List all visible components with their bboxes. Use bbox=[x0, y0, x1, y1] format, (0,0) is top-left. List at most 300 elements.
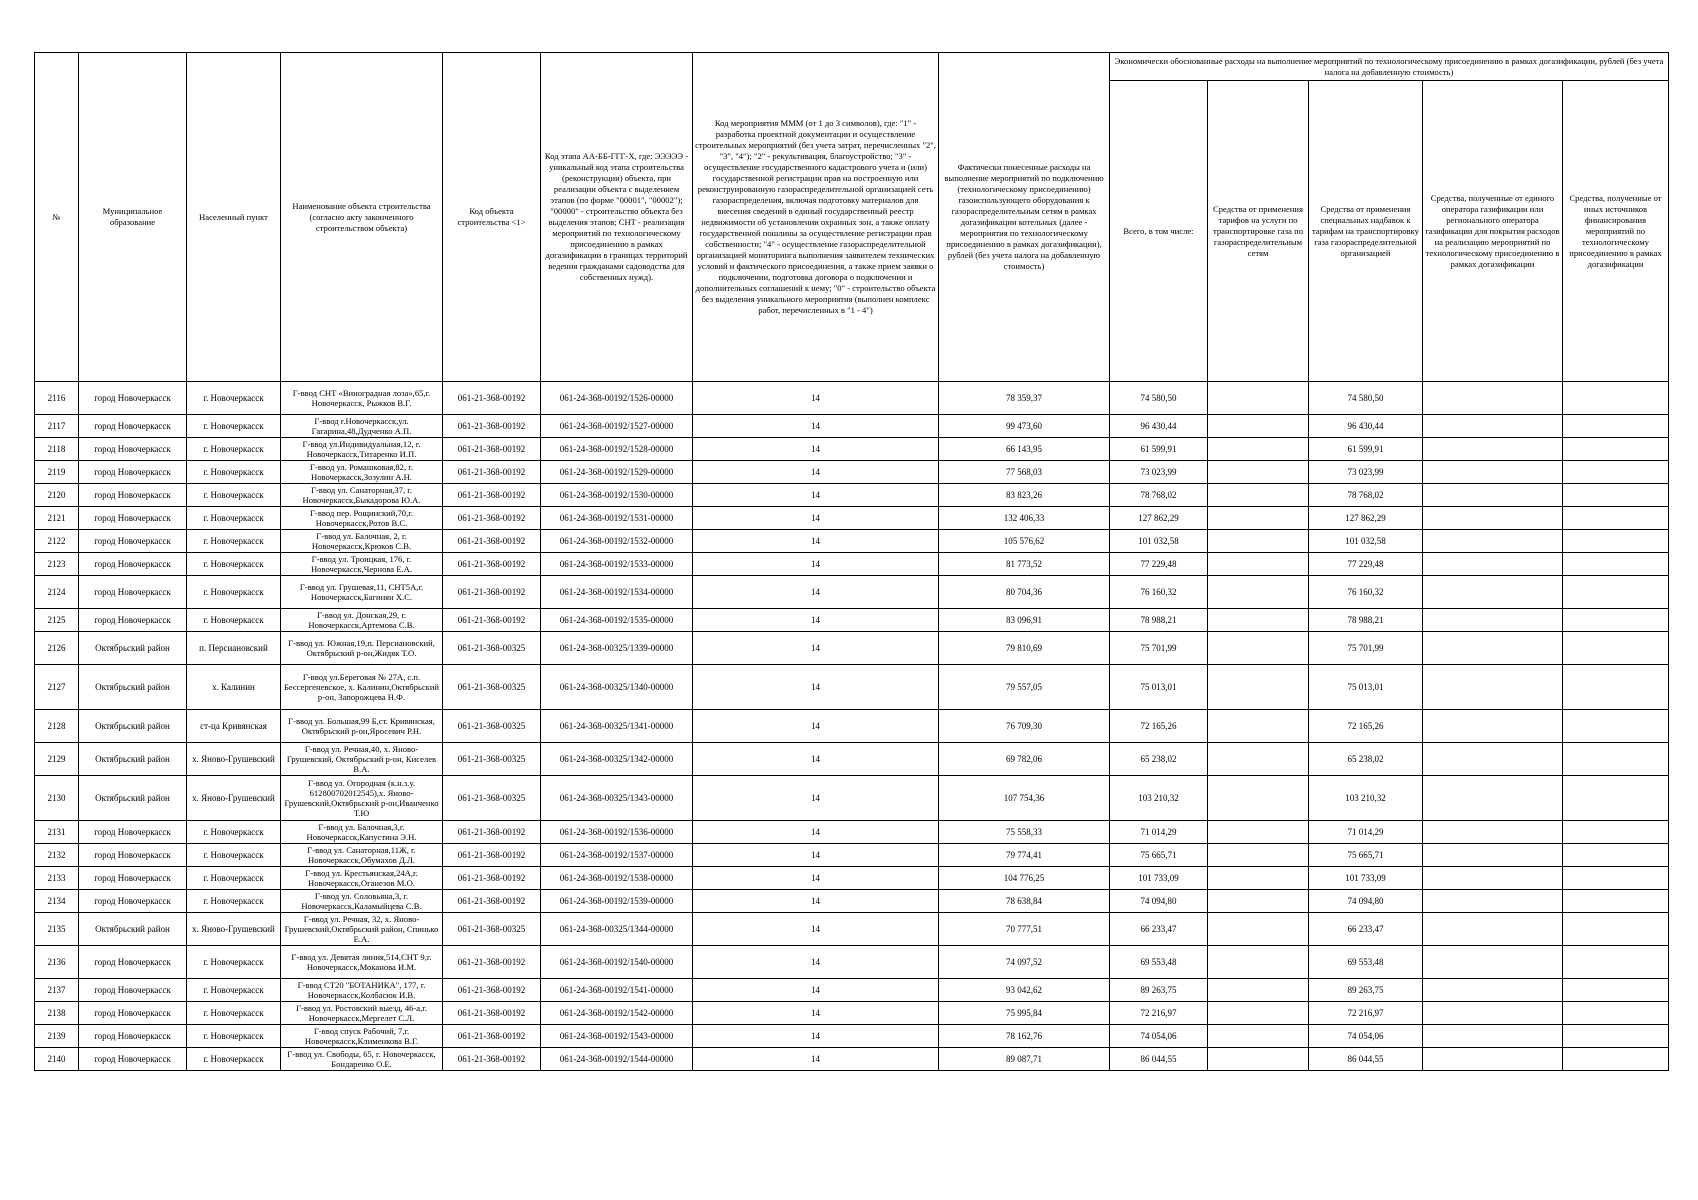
cell-stage-code: 061-24-368-00325/1341-00000 bbox=[541, 710, 693, 743]
table-row bbox=[35, 1025, 1669, 1048]
cell-actual-costs: 70 777,51 bbox=[939, 913, 1110, 946]
cell-num: 2122 bbox=[35, 530, 79, 553]
cell-single-operator bbox=[1423, 710, 1563, 743]
cell-stage-code: 061-24-368-00325/1339-00000 bbox=[541, 632, 693, 665]
cell-single-operator bbox=[1423, 382, 1563, 415]
cell-total: 101 733,09 bbox=[1110, 867, 1208, 890]
cell-actual-costs: 83 823,26 bbox=[939, 484, 1110, 507]
cell-activity-code: 14 bbox=[693, 776, 939, 821]
cell-num: 2138 bbox=[35, 1002, 79, 1025]
table-row bbox=[35, 946, 1669, 979]
cell-total: 78 988,21 bbox=[1110, 609, 1208, 632]
cell-other-sources bbox=[1563, 1025, 1669, 1048]
cell-object-name: Г-ввод ул. Ростовский выезд, 46-а,г. Новочеркасск,Мергелет С.Л. bbox=[281, 1002, 443, 1025]
cell-single-operator bbox=[1423, 821, 1563, 844]
cell-stage-code: 061-24-368-00192/1526-00000 bbox=[541, 382, 693, 415]
cell-tariff-transport bbox=[1208, 665, 1309, 710]
cell-object-code: 061-21-368-00192 bbox=[443, 979, 541, 1002]
cell-activity-code: 14 bbox=[693, 461, 939, 484]
cell-total: 75 665,71 bbox=[1110, 844, 1208, 867]
cell-other-sources bbox=[1563, 821, 1669, 844]
cell-municipality: город Новочеркасск bbox=[79, 844, 187, 867]
cell-total: 73 023,99 bbox=[1110, 461, 1208, 484]
cell-actual-costs: 81 773,52 bbox=[939, 553, 1110, 576]
cell-tariff-transport bbox=[1208, 890, 1309, 913]
cell-actual-costs: 104 776,25 bbox=[939, 867, 1110, 890]
cell-stage-code: 061-24-368-00325/1343-00000 bbox=[541, 776, 693, 821]
costs-table bbox=[34, 52, 1669, 1071]
cell-num: 2117 bbox=[35, 415, 79, 438]
cell-object-name: Г-ввод ул.Береговая № 27А, с.п. Бессергеневское, х. Калинин,Октябрьский р-он, Запорожцева Н.Ф. bbox=[281, 665, 443, 710]
cell-object-name: Г-ввод ул. Балочная, 2, г. Новочеркасск,Крюков С.В. bbox=[281, 530, 443, 553]
cell-actual-costs: 74 097,52 bbox=[939, 946, 1110, 979]
cell-object-name: Г-ввод спуск Рабочий, 7,г. Новочеркасск,Клименкова В.Г. bbox=[281, 1025, 443, 1048]
table-row bbox=[35, 1048, 1669, 1071]
cell-settlement: г. Новочеркасск bbox=[187, 1002, 281, 1025]
cell-actual-costs: 78 638,84 bbox=[939, 890, 1110, 913]
cell-stage-code: 061-24-368-00325/1344-00000 bbox=[541, 913, 693, 946]
cell-actual-costs: 89 087,71 bbox=[939, 1048, 1110, 1071]
cell-tariff-transport bbox=[1208, 609, 1309, 632]
header-settlement: Населенный пункт bbox=[187, 53, 281, 382]
cell-num: 2140 bbox=[35, 1048, 79, 1071]
table-row bbox=[35, 415, 1669, 438]
cell-actual-costs: 79 810,69 bbox=[939, 632, 1110, 665]
cell-stage-code: 061-24-368-00192/1529-00000 bbox=[541, 461, 693, 484]
cell-stage-code: 061-24-368-00192/1537-00000 bbox=[541, 844, 693, 867]
table-row bbox=[35, 890, 1669, 913]
cell-special-surcharge: 74 094,80 bbox=[1309, 890, 1423, 913]
table-row bbox=[35, 576, 1669, 609]
cell-num: 2130 bbox=[35, 776, 79, 821]
cell-settlement: г. Новочеркасск bbox=[187, 530, 281, 553]
cell-other-sources bbox=[1563, 979, 1669, 1002]
cell-total: 86 044,55 bbox=[1110, 1048, 1208, 1071]
cell-tariff-transport bbox=[1208, 867, 1309, 890]
cell-special-surcharge: 74 054,06 bbox=[1309, 1025, 1423, 1048]
cell-num: 2123 bbox=[35, 553, 79, 576]
cell-activity-code: 14 bbox=[693, 867, 939, 890]
cell-num: 2125 bbox=[35, 609, 79, 632]
cell-municipality: город Новочеркасск bbox=[79, 507, 187, 530]
cell-actual-costs: 66 143,95 bbox=[939, 438, 1110, 461]
cell-special-surcharge: 66 233,47 bbox=[1309, 913, 1423, 946]
cell-actual-costs: 79 557,05 bbox=[939, 665, 1110, 710]
cell-actual-costs: 75 995,84 bbox=[939, 1002, 1110, 1025]
cell-single-operator bbox=[1423, 1002, 1563, 1025]
cell-activity-code: 14 bbox=[693, 710, 939, 743]
cell-total: 101 032,58 bbox=[1110, 530, 1208, 553]
cell-num: 2118 bbox=[35, 438, 79, 461]
cell-single-operator bbox=[1423, 979, 1563, 1002]
cell-settlement: г. Новочеркасск bbox=[187, 946, 281, 979]
cell-other-sources bbox=[1563, 530, 1669, 553]
cell-total: 72 216,97 bbox=[1110, 1002, 1208, 1025]
cell-activity-code: 14 bbox=[693, 665, 939, 710]
cell-tariff-transport bbox=[1208, 553, 1309, 576]
cell-municipality: город Новочеркасск bbox=[79, 530, 187, 553]
cell-object-code: 061-21-368-00192 bbox=[443, 1048, 541, 1071]
cell-special-surcharge: 77 229,48 bbox=[1309, 553, 1423, 576]
cell-stage-code: 061-24-368-00192/1533-00000 bbox=[541, 553, 693, 576]
cell-object-name: Г-ввод ул. Девятая линия,514,СНТ 9,г. Новочеркасск,Моканова И.М. bbox=[281, 946, 443, 979]
cell-settlement: г. Новочеркасск bbox=[187, 890, 281, 913]
cell-object-code: 061-21-368-00192 bbox=[443, 530, 541, 553]
cell-stage-code: 061-24-368-00192/1541-00000 bbox=[541, 979, 693, 1002]
cell-special-surcharge: 89 263,75 bbox=[1309, 979, 1423, 1002]
cell-actual-costs: 75 558,33 bbox=[939, 821, 1110, 844]
cell-object-code: 061-21-368-00192 bbox=[443, 415, 541, 438]
cell-single-operator bbox=[1423, 632, 1563, 665]
cell-tariff-transport bbox=[1208, 438, 1309, 461]
table-row bbox=[35, 776, 1669, 821]
cell-other-sources bbox=[1563, 665, 1669, 710]
cell-special-surcharge: 103 210,32 bbox=[1309, 776, 1423, 821]
cell-actual-costs: 78 162,76 bbox=[939, 1025, 1110, 1048]
cell-stage-code: 061-24-368-00325/1342-00000 bbox=[541, 743, 693, 776]
cell-object-code: 061-21-368-00325 bbox=[443, 913, 541, 946]
cell-object-code: 061-21-368-00325 bbox=[443, 665, 541, 710]
cell-other-sources bbox=[1563, 461, 1669, 484]
cell-stage-code: 061-24-368-00192/1531-00000 bbox=[541, 507, 693, 530]
cell-num: 2119 bbox=[35, 461, 79, 484]
cell-object-code: 061-21-368-00192 bbox=[443, 867, 541, 890]
cell-stage-code: 061-24-368-00192/1538-00000 bbox=[541, 867, 693, 890]
cell-total: 78 768,02 bbox=[1110, 484, 1208, 507]
cell-object-code: 061-21-368-00192 bbox=[443, 438, 541, 461]
cell-num: 2128 bbox=[35, 710, 79, 743]
table-row bbox=[35, 867, 1669, 890]
cell-other-sources bbox=[1563, 632, 1669, 665]
cell-single-operator bbox=[1423, 890, 1563, 913]
cell-tariff-transport bbox=[1208, 632, 1309, 665]
header-stage-code: Код этапа АА-ББ-ГГГ-Х, где: ЭЭЭЭЭ - уникальный код этапа строительства (реконструкции) объекта, при реализации объекта с выделением этапов (по форме "00001", "00002"); "00000" - строительство объекта без выделения этапов; СНТ - реализация мероприятий по технологическому присоединению в рамках догазификации в границах территорий ведения гражданами садоводства для собственных нужд). bbox=[541, 53, 693, 382]
cell-stage-code: 061-24-368-00192/1534-00000 bbox=[541, 576, 693, 609]
cell-object-name: Г-ввод ул. Санаторная,37, г. Новочеркасск,Быкадорова Ю.А. bbox=[281, 484, 443, 507]
cell-single-operator bbox=[1423, 576, 1563, 609]
cell-total: 96 430,44 bbox=[1110, 415, 1208, 438]
cell-settlement: ст-ца Кривянская bbox=[187, 710, 281, 743]
cell-settlement: х. Яново-Грушевский bbox=[187, 743, 281, 776]
cell-tariff-transport bbox=[1208, 776, 1309, 821]
table-row bbox=[35, 913, 1669, 946]
cell-object-name: Г-ввод ул. Огородная (к.н.з.у. 612800702012545),х. Яново-Грушевский,Октябрьский р-он,Иванченко Т.Ю bbox=[281, 776, 443, 821]
cell-tariff-transport bbox=[1208, 530, 1309, 553]
table-row bbox=[35, 507, 1669, 530]
cell-object-name: Г-ввод ул. Ромашковая,82, г. Новочеркасск,Зозулин А.Н. bbox=[281, 461, 443, 484]
cell-municipality: город Новочеркасск bbox=[79, 484, 187, 507]
header-municipality: Муниципальное образование bbox=[79, 53, 187, 382]
cell-stage-code: 061-24-368-00192/1543-00000 bbox=[541, 1025, 693, 1048]
cell-municipality: Октябрьский район bbox=[79, 776, 187, 821]
table-row bbox=[35, 632, 1669, 665]
cell-num: 2131 bbox=[35, 821, 79, 844]
cell-actual-costs: 78 359,37 bbox=[939, 382, 1110, 415]
cell-municipality: город Новочеркасск bbox=[79, 890, 187, 913]
cell-object-code: 061-21-368-00325 bbox=[443, 632, 541, 665]
cell-municipality: Октябрьский район bbox=[79, 710, 187, 743]
cell-tariff-transport bbox=[1208, 1025, 1309, 1048]
cell-tariff-transport bbox=[1208, 710, 1309, 743]
cell-object-name: Г-ввод г.Новочеркасск,ул. Гагарина,48,Дудченко А.П. bbox=[281, 415, 443, 438]
cell-total: 127 862,29 bbox=[1110, 507, 1208, 530]
header-num: № bbox=[35, 53, 79, 382]
table-row bbox=[35, 844, 1669, 867]
cell-num: 2120 bbox=[35, 484, 79, 507]
cell-num: 2139 bbox=[35, 1025, 79, 1048]
cell-settlement: х. Яново-Грушевский bbox=[187, 913, 281, 946]
cell-special-surcharge: 75 665,71 bbox=[1309, 844, 1423, 867]
cell-tariff-transport bbox=[1208, 979, 1309, 1002]
cell-other-sources bbox=[1563, 710, 1669, 743]
cell-tariff-transport bbox=[1208, 484, 1309, 507]
cell-num: 2129 bbox=[35, 743, 79, 776]
cell-single-operator bbox=[1423, 507, 1563, 530]
table-row bbox=[35, 743, 1669, 776]
cell-municipality: город Новочеркасск bbox=[79, 1002, 187, 1025]
cell-stage-code: 061-24-368-00192/1536-00000 bbox=[541, 821, 693, 844]
cell-other-sources bbox=[1563, 1048, 1669, 1071]
cell-single-operator bbox=[1423, 1048, 1563, 1071]
cell-municipality: Октябрьский район bbox=[79, 913, 187, 946]
cell-settlement: г. Новочеркасск bbox=[187, 576, 281, 609]
cell-actual-costs: 83 096,91 bbox=[939, 609, 1110, 632]
cell-stage-code: 061-24-368-00192/1544-00000 bbox=[541, 1048, 693, 1071]
cell-other-sources bbox=[1563, 415, 1669, 438]
cell-settlement: г. Новочеркасск bbox=[187, 415, 281, 438]
cell-other-sources bbox=[1563, 913, 1669, 946]
cell-single-operator bbox=[1423, 1025, 1563, 1048]
cell-single-operator bbox=[1423, 844, 1563, 867]
cell-single-operator bbox=[1423, 484, 1563, 507]
cell-total: 75 013,01 bbox=[1110, 665, 1208, 710]
cell-stage-code: 061-24-368-00325/1340-00000 bbox=[541, 665, 693, 710]
cell-num: 2126 bbox=[35, 632, 79, 665]
cell-tariff-transport bbox=[1208, 844, 1309, 867]
header-tariff-transport: Средства от применения тарифов на услуги по транспортировке газа по газораспределительным сетям bbox=[1208, 81, 1309, 382]
cell-object-code: 061-21-368-00192 bbox=[443, 946, 541, 979]
cell-total: 74 094,80 bbox=[1110, 890, 1208, 913]
cell-total: 75 701,99 bbox=[1110, 632, 1208, 665]
cell-total: 103 210,32 bbox=[1110, 776, 1208, 821]
cell-activity-code: 14 bbox=[693, 946, 939, 979]
table-row bbox=[35, 821, 1669, 844]
cell-stage-code: 061-24-368-00192/1535-00000 bbox=[541, 609, 693, 632]
cell-object-name: Г-ввод ул. Южная,19,п. Персиановский, Октябрьский р-он,Жидяк Т.О. bbox=[281, 632, 443, 665]
cell-settlement: г. Новочеркасск bbox=[187, 1048, 281, 1071]
cell-object-code: 061-21-368-00192 bbox=[443, 1002, 541, 1025]
cell-other-sources bbox=[1563, 844, 1669, 867]
cell-single-operator bbox=[1423, 913, 1563, 946]
cell-total: 65 238,02 bbox=[1110, 743, 1208, 776]
cell-object-name: Г-ввод ул. Большая,99 Б,ст. Кривянская, Октябрьский р-он,Яросевич Р.Н. bbox=[281, 710, 443, 743]
cell-special-surcharge: 78 768,02 bbox=[1309, 484, 1423, 507]
cell-settlement: п. Персиановский bbox=[187, 632, 281, 665]
cell-special-surcharge: 78 988,21 bbox=[1309, 609, 1423, 632]
cell-other-sources bbox=[1563, 776, 1669, 821]
cell-stage-code: 061-24-368-00192/1542-00000 bbox=[541, 1002, 693, 1025]
cell-tariff-transport bbox=[1208, 946, 1309, 979]
cell-object-code: 061-21-368-00325 bbox=[443, 743, 541, 776]
cell-actual-costs: 77 568,03 bbox=[939, 461, 1110, 484]
cell-activity-code: 14 bbox=[693, 1025, 939, 1048]
cell-activity-code: 14 bbox=[693, 484, 939, 507]
cell-object-name: Г-ввод ул. Крестьянская,24А,г. Новочеркасск,Оганезов М.О. bbox=[281, 867, 443, 890]
cell-stage-code: 061-24-368-00192/1528-00000 bbox=[541, 438, 693, 461]
cell-single-operator bbox=[1423, 461, 1563, 484]
cell-activity-code: 14 bbox=[693, 821, 939, 844]
cell-object-code: 061-21-368-00192 bbox=[443, 382, 541, 415]
table-row bbox=[35, 530, 1669, 553]
cell-tariff-transport bbox=[1208, 507, 1309, 530]
cell-settlement: г. Новочеркасск bbox=[187, 867, 281, 890]
cell-municipality: Октябрьский район bbox=[79, 632, 187, 665]
cell-special-surcharge: 72 216,97 bbox=[1309, 1002, 1423, 1025]
cell-other-sources bbox=[1563, 382, 1669, 415]
cell-num: 2134 bbox=[35, 890, 79, 913]
cell-stage-code: 061-24-368-00192/1527-00000 bbox=[541, 415, 693, 438]
cell-municipality: город Новочеркасск bbox=[79, 821, 187, 844]
cell-num: 2132 bbox=[35, 844, 79, 867]
table-row bbox=[35, 710, 1669, 743]
cell-tariff-transport bbox=[1208, 382, 1309, 415]
cell-other-sources bbox=[1563, 507, 1669, 530]
cell-activity-code: 14 bbox=[693, 632, 939, 665]
cell-single-operator bbox=[1423, 946, 1563, 979]
cell-object-code: 061-21-368-00192 bbox=[443, 461, 541, 484]
cell-stage-code: 061-24-368-00192/1540-00000 bbox=[541, 946, 693, 979]
cell-num: 2124 bbox=[35, 576, 79, 609]
cell-activity-code: 14 bbox=[693, 890, 939, 913]
cell-other-sources bbox=[1563, 484, 1669, 507]
cell-other-sources bbox=[1563, 1002, 1669, 1025]
cell-activity-code: 14 bbox=[693, 576, 939, 609]
table-header bbox=[35, 53, 1669, 382]
cell-actual-costs: 69 782,06 bbox=[939, 743, 1110, 776]
table-row bbox=[35, 382, 1669, 415]
cell-num: 2127 bbox=[35, 665, 79, 710]
cell-object-code: 061-21-368-00192 bbox=[443, 890, 541, 913]
cell-municipality: город Новочеркасск bbox=[79, 946, 187, 979]
cell-object-name: Г-ввод ул. Соловьяна,3, г. Новочеркасск,Каламыйцева С.В. bbox=[281, 890, 443, 913]
table-row bbox=[35, 665, 1669, 710]
cell-object-code: 061-21-368-00192 bbox=[443, 821, 541, 844]
cell-special-surcharge: 86 044,55 bbox=[1309, 1048, 1423, 1071]
cell-object-code: 061-21-368-00192 bbox=[443, 609, 541, 632]
cell-settlement: х. Яново-Грушевский bbox=[187, 776, 281, 821]
cell-object-code: 061-21-368-00192 bbox=[443, 507, 541, 530]
cell-actual-costs: 132 406,33 bbox=[939, 507, 1110, 530]
cell-settlement: х. Калинин bbox=[187, 665, 281, 710]
cell-other-sources bbox=[1563, 438, 1669, 461]
cell-tariff-transport bbox=[1208, 743, 1309, 776]
cell-single-operator bbox=[1423, 553, 1563, 576]
cell-special-surcharge: 74 580,50 bbox=[1309, 382, 1423, 415]
cell-stage-code: 061-24-368-00192/1530-00000 bbox=[541, 484, 693, 507]
cell-total: 89 263,75 bbox=[1110, 979, 1208, 1002]
cell-single-operator bbox=[1423, 609, 1563, 632]
cell-municipality: город Новочеркасск bbox=[79, 553, 187, 576]
cell-special-surcharge: 127 862,29 bbox=[1309, 507, 1423, 530]
cell-total: 69 553,48 bbox=[1110, 946, 1208, 979]
cell-special-surcharge: 76 160,32 bbox=[1309, 576, 1423, 609]
cell-tariff-transport bbox=[1208, 576, 1309, 609]
cell-special-surcharge: 75 701,99 bbox=[1309, 632, 1423, 665]
cell-activity-code: 14 bbox=[693, 609, 939, 632]
cell-total: 66 233,47 bbox=[1110, 913, 1208, 946]
cell-object-code: 061-21-368-00325 bbox=[443, 776, 541, 821]
cell-municipality: Октябрьский район bbox=[79, 665, 187, 710]
cell-single-operator bbox=[1423, 415, 1563, 438]
cell-stage-code: 061-24-368-00192/1539-00000 bbox=[541, 890, 693, 913]
cell-municipality: город Новочеркасск bbox=[79, 461, 187, 484]
cell-tariff-transport bbox=[1208, 461, 1309, 484]
cell-object-code: 061-21-368-00325 bbox=[443, 710, 541, 743]
cell-single-operator bbox=[1423, 867, 1563, 890]
table-body bbox=[35, 382, 1669, 1071]
cell-stage-code: 061-24-368-00192/1532-00000 bbox=[541, 530, 693, 553]
cell-municipality: город Новочеркасск bbox=[79, 438, 187, 461]
cell-object-name: Г-ввод ул. Речная, 32, х. Яново-Грушевский,Октябрьский район, Спинько Е.А. bbox=[281, 913, 443, 946]
cell-special-surcharge: 73 023,99 bbox=[1309, 461, 1423, 484]
cell-municipality: Октябрьский район bbox=[79, 743, 187, 776]
cell-actual-costs: 80 704,36 bbox=[939, 576, 1110, 609]
table-row bbox=[35, 484, 1669, 507]
header-special-surcharge: Средства от применения специальных надбавок к тарифам на транспортировку газа газораспределительной организацией bbox=[1309, 81, 1423, 382]
cell-single-operator bbox=[1423, 438, 1563, 461]
cell-num: 2136 bbox=[35, 946, 79, 979]
cell-special-surcharge: 65 238,02 bbox=[1309, 743, 1423, 776]
cell-special-surcharge: 72 165,26 bbox=[1309, 710, 1423, 743]
cell-activity-code: 14 bbox=[693, 743, 939, 776]
cell-actual-costs: 99 473,60 bbox=[939, 415, 1110, 438]
cell-object-code: 061-21-368-00192 bbox=[443, 844, 541, 867]
cell-settlement: г. Новочеркасск bbox=[187, 1025, 281, 1048]
cell-num: 2137 bbox=[35, 979, 79, 1002]
cell-activity-code: 14 bbox=[693, 507, 939, 530]
cell-num: 2116 bbox=[35, 382, 79, 415]
cell-single-operator bbox=[1423, 743, 1563, 776]
header-actual-costs: Фактически понесенные расходы на выполнение мероприятий по подключению (технологическому присоединению) газоиспользующего оборудования к газораспределительным сетям в рамках догазификации котельных (далее - мероприятия по технологическому присоединению в рамках догазификации), рублей (без учета налога на добавленную стоимость) bbox=[939, 53, 1110, 382]
table-row bbox=[35, 609, 1669, 632]
cell-activity-code: 14 bbox=[693, 553, 939, 576]
cell-single-operator bbox=[1423, 776, 1563, 821]
table-row bbox=[35, 979, 1669, 1002]
cell-special-surcharge: 96 430,44 bbox=[1309, 415, 1423, 438]
cell-settlement: г. Новочеркасск bbox=[187, 438, 281, 461]
cell-settlement: г. Новочеркасск bbox=[187, 553, 281, 576]
cell-object-name: Г-ввод ул. Троицкая, 176, г. Новочеркасск,Чернова Е.А. bbox=[281, 553, 443, 576]
cell-settlement: г. Новочеркасск bbox=[187, 844, 281, 867]
cell-object-code: 061-21-368-00192 bbox=[443, 576, 541, 609]
cell-tariff-transport bbox=[1208, 415, 1309, 438]
cell-settlement: г. Новочеркасск bbox=[187, 484, 281, 507]
cell-activity-code: 14 bbox=[693, 844, 939, 867]
cell-object-name: Г-ввод СТ20 "БОТАНИКА", 177, г. Новочеркасск,Колбасюк И.В. bbox=[281, 979, 443, 1002]
header-object-code: Код объекта строительства <1> bbox=[443, 53, 541, 382]
cell-actual-costs: 107 754,36 bbox=[939, 776, 1110, 821]
cell-other-sources bbox=[1563, 867, 1669, 890]
cell-object-name: Г-ввод ул. Балочная,3,г. Новочеркасск,Капустина Э.Н. bbox=[281, 821, 443, 844]
cell-settlement: г. Новочеркасск bbox=[187, 979, 281, 1002]
cell-total: 72 165,26 bbox=[1110, 710, 1208, 743]
table-row bbox=[35, 438, 1669, 461]
cell-special-surcharge: 71 014,29 bbox=[1309, 821, 1423, 844]
cell-settlement: г. Новочеркасск bbox=[187, 382, 281, 415]
cell-object-name: Г-ввод СНТ «Виноградная лоза»,65,г. Новочеркасск, Рыжков В.Г. bbox=[281, 382, 443, 415]
cell-activity-code: 14 bbox=[693, 1002, 939, 1025]
cell-actual-costs: 93 042,62 bbox=[939, 979, 1110, 1002]
